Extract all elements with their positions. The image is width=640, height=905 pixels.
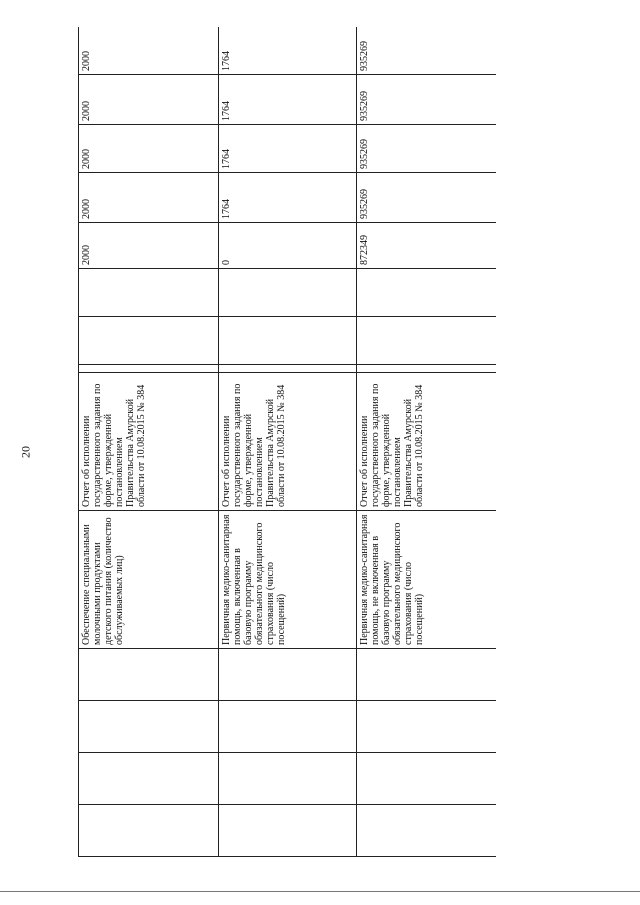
empty-cell (219, 805, 357, 857)
indicators-table (78, 27, 496, 857)
empty-cell (79, 753, 219, 805)
value-cell: 2000 (79, 125, 219, 173)
empty-cell (219, 701, 357, 753)
service-name-cell: Обеспечение специальными молочными продуктами детского питания (количество обслуживаемых лиц) (79, 511, 219, 649)
value-cell: 2000 (79, 75, 219, 125)
value-cell: 1764 (219, 27, 357, 75)
empty-cell (219, 317, 357, 365)
empty-cell (79, 701, 219, 753)
table-row (357, 27, 497, 857)
value-cell: 1764 (219, 75, 357, 125)
report-source-cell: Отчет об исполнении государственного задания по форме, утвержденной постановлением Правительства Амурской области от 10.08.2015 № 384 (79, 373, 219, 511)
value-cell: 1764 (219, 173, 357, 223)
value-cell: 935269 (357, 75, 497, 125)
value-cell: 2000 (79, 173, 219, 223)
document-table-container (78, 27, 496, 857)
value-cell: 935269 (357, 27, 497, 75)
value-cell: 1764 (219, 125, 357, 173)
empty-cell (357, 753, 497, 805)
table-row (219, 27, 357, 857)
empty-cell (357, 805, 497, 857)
value-cell: 2000 (79, 223, 219, 269)
empty-cell (357, 365, 497, 373)
empty-cell (357, 269, 497, 317)
empty-cell (357, 649, 497, 701)
empty-cell (79, 365, 219, 373)
value-cell: 935269 (357, 125, 497, 173)
empty-cell (79, 805, 219, 857)
value-cell: 872349 (357, 223, 497, 269)
empty-cell (357, 317, 497, 365)
empty-cell (219, 269, 357, 317)
page-number: 20 (18, 446, 33, 458)
scan-edge-line (0, 891, 640, 892)
empty-cell (219, 649, 357, 701)
table-row (79, 27, 219, 857)
service-name-cell: Первичная медико-санитарная помощь, включенная в базовую программу обязательного медицинского страхования (число посещений) (219, 511, 357, 649)
empty-cell (219, 753, 357, 805)
value-cell: 2000 (79, 27, 219, 75)
empty-cell (79, 317, 219, 365)
service-name-cell: Первичная медико-санитарная помощь, не включенная в базовую программу обязательного медицинского страхования (число посещений) (357, 511, 497, 649)
rotated-table (78, 27, 496, 857)
empty-cell (79, 649, 219, 701)
value-cell: 0 (219, 223, 357, 269)
value-cell: 935269 (357, 173, 497, 223)
empty-cell (357, 701, 497, 753)
report-source-cell: Отчет об исполнении государственного задания по форме, утвержденной постановлением Правительства Амурской области от 10.08.2015 № 384 (357, 373, 497, 511)
report-source-cell: Отчет об исполнении государственного задания по форме, утвержденной постановлением Правительства Амурской области от 10.08.2015 № 384 (219, 373, 357, 511)
empty-cell (79, 269, 219, 317)
empty-cell (219, 365, 357, 373)
